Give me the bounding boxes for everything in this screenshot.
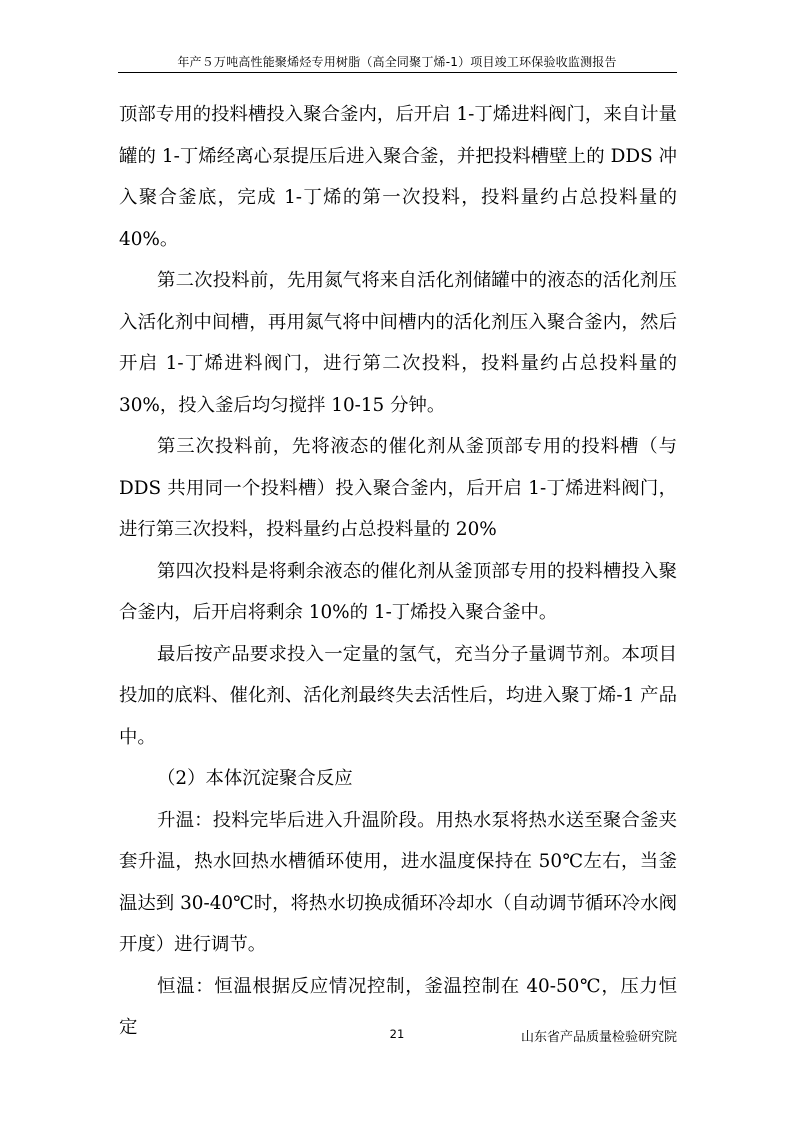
- paragraph-fourth-feed: 第四次投料是将剩余液态的催化剂从釜顶部专用的投料槽投入聚合釜内，后开启将剩余 10%的 1-丁烯投入聚合釜中。: [119, 560, 677, 623]
- paragraph-second-feed: 第二次投料前，先用氮气将来自活化剂储罐中的液态的活化剂压入活化剂中间槽，再用氮气将中间槽内的活化剂压入聚合釜内，然后开启 1-丁烯进料阀门，进行第二次投料，投料量约占总投料量的 30%，投入釜后均匀搅拌 10-15 分钟。: [119, 270, 677, 416]
- report-header-title: 年产５万吨高性能聚烯烃专用树脂（高全同聚丁烯-1）项目竣工环保验收监测报告: [177, 55, 617, 69]
- footer-organization: 山东省产品质量检验研究院: [520, 1030, 677, 1045]
- paragraph-hydrogen: 最后按产品要求投入一定量的氢气，充当分子量调节剂。本项目投加的底料、催化剂、活化剂最终失去活性后，均进入聚丁烯-1 产品中。: [119, 643, 677, 748]
- page-number: 21: [389, 1027, 405, 1041]
- paragraph-heating: 升温：投料完毕后进入升温阶段。用热水泵将热水送至聚合釜夹套升温，热水回热水槽循环使用，进水温度保持在 50℃左右，当釜温达到 30-40℃时，将热水切换成循环冷却水（自动调节循环冷水阀开度）进行调节。: [119, 809, 677, 955]
- paragraph-third-feed: 第三次投料前，先将液态的催化剂从釜顶部专用的投料槽（与 DDS 共用同一个投料槽）投入聚合釜内，后开启 1-丁烯进料阀门，进行第三次投料，投料量约占总投料量的 20%: [119, 436, 677, 540]
- paragraph-continued: 顶部专用的投料槽投入聚合釜内，后开启 1-丁烯进料阀门，来自计量罐的 1-丁烯经离心泵提压后进入聚合釜，并把投料槽壁上的 DDS 冲入聚合釜底，完成 1-丁烯的第一次投料，投料量约占总投料量的 40%。: [119, 104, 677, 250]
- report-body: [119, 94, 677, 1049]
- header-rule: [118, 72, 677, 73]
- paragraph-constant-temp: 恒温：恒温根据反应情况控制，釜温控制在 40-50℃，压力恒定: [119, 975, 677, 1038]
- section-heading: （2）本体沉淀聚合反应: [157, 768, 353, 789]
